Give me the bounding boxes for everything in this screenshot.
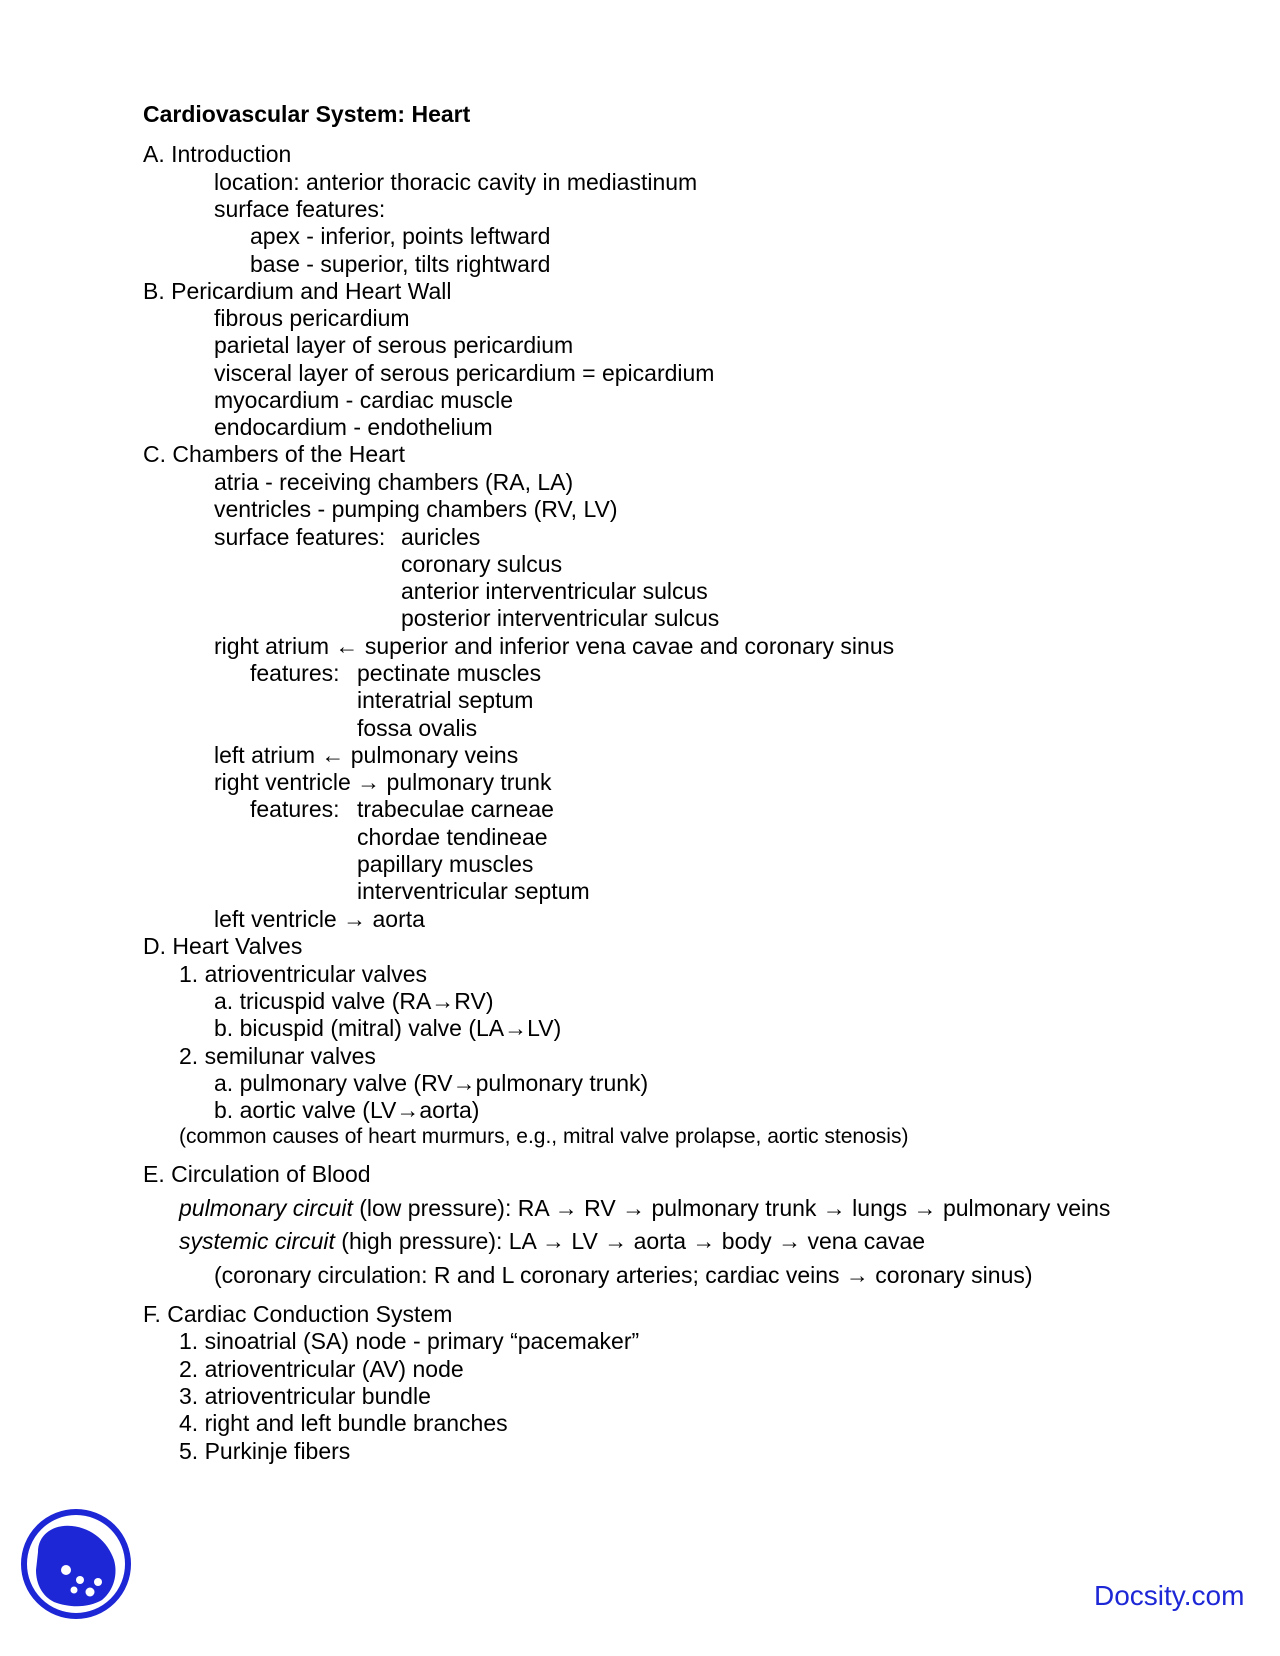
text-line: ventricles - pumping chambers (RV, LV) [214,496,618,522]
section-a-heading: A. Introduction [143,141,292,167]
pulmonary-circuit-text: (low pressure): RA → RV → pulmonary trunk → lungs → pulmonary veins [352,1195,1111,1221]
docsity-logo-icon [20,1508,132,1620]
list-item: 5. Purkinje fibers [179,1438,351,1464]
list-item: interventricular septum [357,878,590,904]
text-line: myocardium - cardiac muscle [214,387,514,413]
section-f-heading: F. Cardiac Conduction System [143,1301,453,1327]
text-line: endocardium - endothelium [214,414,493,440]
text-line: 1. atrioventricular valves [179,961,427,987]
list-item: pectinate muscles [357,660,542,686]
text-line: features: [250,796,340,822]
text-line: atria - receiving chambers (RA, LA) [214,469,574,495]
list-item: fossa ovalis [357,715,478,741]
text-line: visceral layer of serous pericardium = epicardium [214,360,715,386]
text-line: apex - inferior, points leftward [250,223,551,249]
list-item: auricles [401,524,481,550]
section-d-heading: D. Heart Valves [143,933,303,959]
text-line: parietal layer of serous pericardium [214,332,574,358]
text-line: b. aortic valve (LV→aorta) [214,1097,480,1123]
text-line: left atrium ← pulmonary veins [214,742,519,768]
text-line [179,1227,925,1255]
list-item: 4. right and left bundle branches [179,1410,508,1436]
list-item: chordae tendineae [357,824,548,850]
list-item: posterior interventricular sulcus [401,605,720,631]
systemic-circuit-text: (high pressure): LA → LV → aorta → body → vena cavae [334,1228,926,1254]
pulmonary-circuit-label: pulmonary circuit [179,1195,353,1221]
section-c-heading: C. Chambers of the Heart [143,441,406,467]
list-item: coronary sulcus [401,551,563,577]
list-item: 3. atrioventricular bundle [179,1383,431,1409]
text-line: right atrium ← superior and inferior vena cavae and coronary sinus [214,633,895,659]
list-item: anterior interventricular sulcus [401,578,708,604]
list-item: 1. sinoatrial (SA) node - primary “pacemaker” [179,1328,640,1354]
page-title: Cardiovascular System: Heart [143,101,471,127]
text-line: fibrous pericardium [214,305,410,331]
list-item: interatrial septum [357,687,534,713]
text-line: surface features: [214,524,386,550]
list-item: 2. atrioventricular (AV) node [179,1356,464,1382]
systemic-circuit-label: systemic circuit [179,1228,335,1254]
text-line: location: anterior thoracic cavity in mediastinum [214,169,698,195]
list-item: papillary muscles [357,851,534,877]
text-line: 2. semilunar valves [179,1043,376,1069]
text-line: a. pulmonary valve (RV→pulmonary trunk) [214,1070,649,1096]
list-item: trabeculae carneae [357,796,554,822]
text-line: a. tricuspid valve (RA→RV) [214,988,494,1014]
text-line: b. bicuspid (mitral) valve (LA→LV) [214,1015,562,1041]
text-line: base - superior, tilts rightward [250,251,551,277]
section-e-heading: E. Circulation of Blood [143,1161,371,1187]
note-line: (common causes of heart murmurs, e.g., mitral valve prolapse, aortic stenosis) [179,1125,909,1148]
text-line: features: [250,660,340,686]
text-line: surface features: [214,196,386,222]
text-line: right ventricle → pulmonary trunk [214,769,552,795]
text-line [179,1194,1110,1222]
docsity-brand-link[interactable]: Docsity.com [1094,1580,1245,1611]
section-b-heading: B. Pericardium and Heart Wall [143,278,452,304]
text-line: (coronary circulation: R and L coronary arteries; cardiac veins → coronary sinus) [214,1262,1033,1288]
text-line: left ventricle → aorta [214,906,425,932]
